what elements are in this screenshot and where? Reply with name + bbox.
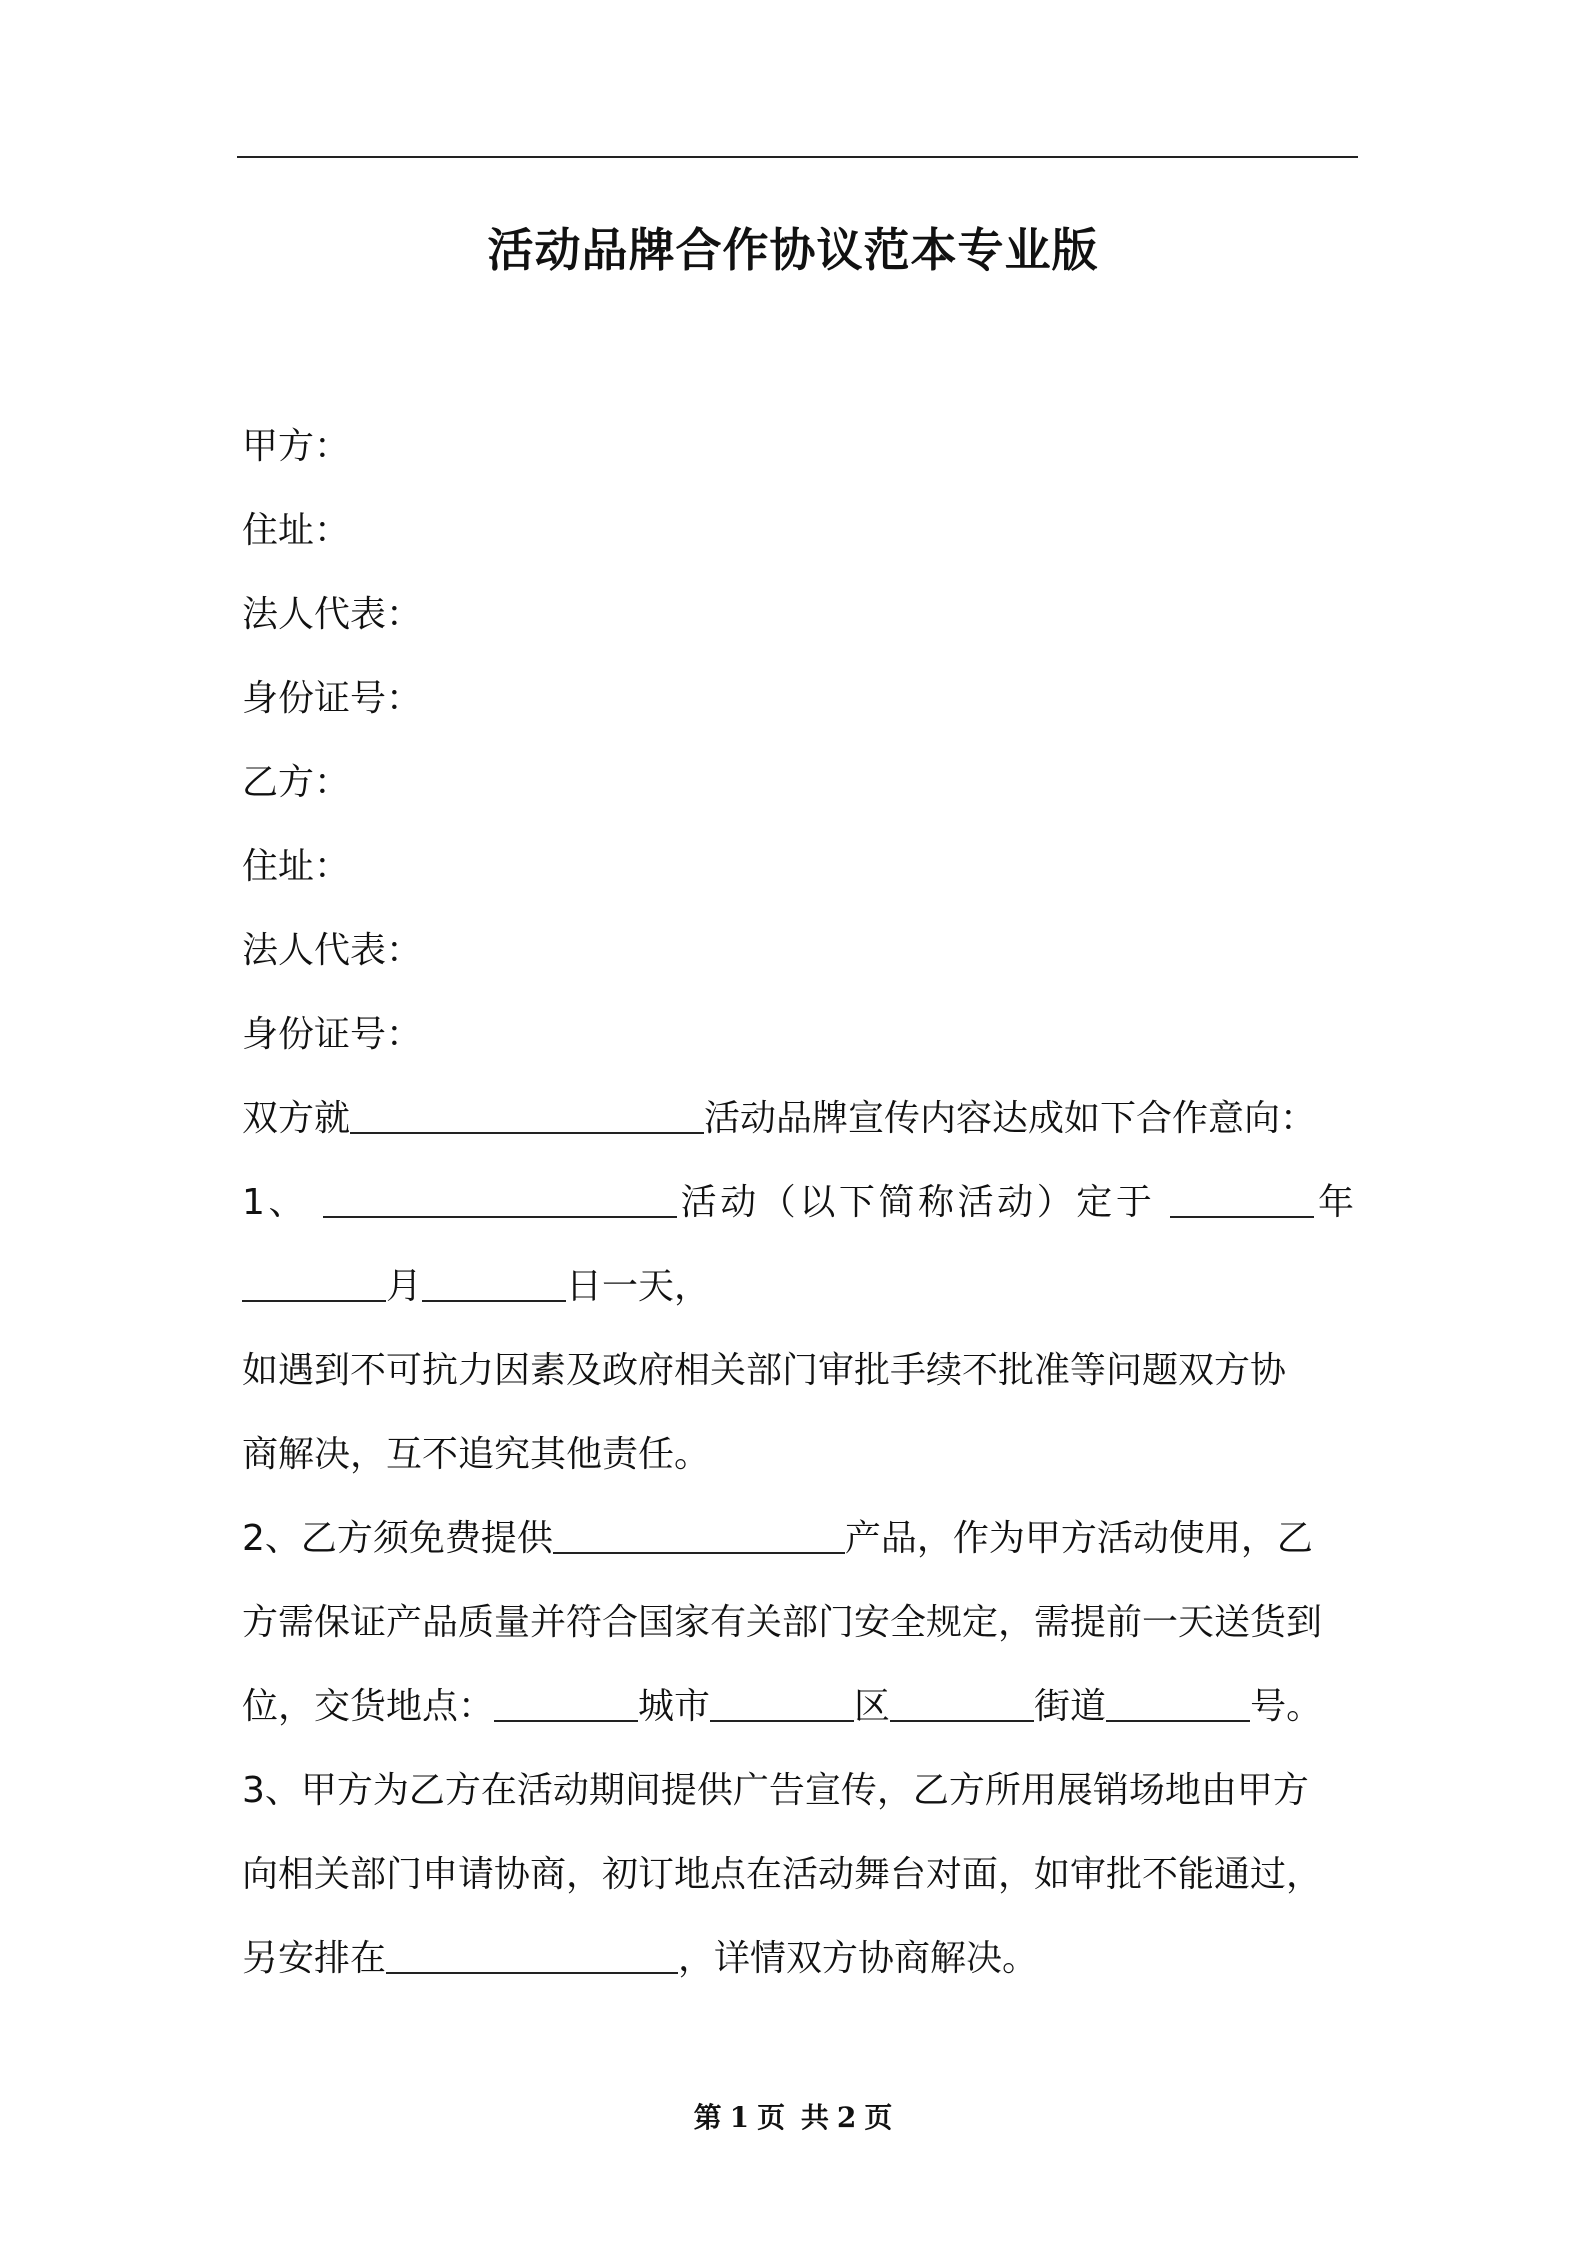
footer-page-total: 2 <box>836 2101 857 2134</box>
party-a-name-label: 甲方： <box>242 426 351 467</box>
header-rule <box>237 156 1358 158</box>
clause1-line3: 如遇到不可抗力因素及政府相关部门审批手续不批准等问题双方协 <box>242 1350 1287 1391</box>
clause1-month-blank[interactable] <box>242 1266 386 1302</box>
clause2-district-blank[interactable] <box>710 1686 854 1722</box>
clause1-year: 年 <box>1314 1182 1354 1223</box>
clause3-before: 另安排在 <box>242 1938 387 1979</box>
clause1-after-activity: 活动（以下简称活动）定于 <box>677 1182 1156 1223</box>
page-footer <box>0 2096 1586 2136</box>
clause2-number-blank[interactable] <box>1106 1686 1250 1722</box>
clause1-num: 1、 <box>242 1182 309 1223</box>
clause3-line2: 向相关部门申请协商，初订地点在活动舞台对面，如审批不能通过， <box>242 1854 1323 1895</box>
party-a-address-label: 住址： <box>242 510 351 551</box>
clause3-line3 <box>242 1917 1354 2001</box>
clause3-after: ，详情双方协商解决。 <box>678 1938 1039 1979</box>
clause1-line4: 商解决，互不追究其他责任。 <box>242 1434 711 1475</box>
clause2-number: 号。 <box>1250 1686 1323 1727</box>
party-b-legal-rep-label: 法人代表： <box>242 930 423 971</box>
party-a-legal-rep-label: 法人代表： <box>242 594 423 635</box>
clause2-before: 2、乙方须免费提供 <box>242 1518 553 1559</box>
clause1-line2 <box>242 1245 1354 1329</box>
party-a-id-label: 身份证号： <box>242 678 423 719</box>
party-b-id-label: 身份证号： <box>242 1014 423 1055</box>
intro-after: 活动品牌宣传内容达成如下合作意向： <box>704 1098 1317 1139</box>
clause1-line1 <box>242 1161 1354 1245</box>
clause1-year-blank[interactable] <box>1170 1182 1314 1218</box>
document-title: 活动品牌合作协议范本专业版 <box>487 223 1099 277</box>
clause1-activity-blank[interactable] <box>323 1182 677 1218</box>
clause2-addr-prefix: 位，交货地点： <box>242 1686 495 1727</box>
footer-page-mid: 页 共 <box>757 2101 829 2134</box>
clause2-street: 街道 <box>1034 1686 1107 1727</box>
clause2-district: 区 <box>854 1686 891 1727</box>
clause2-city-blank[interactable] <box>494 1686 638 1722</box>
footer-page-pre: 第 <box>693 2101 722 2134</box>
intro-before: 双方就 <box>242 1098 351 1139</box>
clause2-street-blank[interactable] <box>890 1686 1034 1722</box>
clause2-product-blank[interactable] <box>553 1518 845 1554</box>
intro-line <box>242 1077 1354 1161</box>
footer-page-current: 1 <box>729 2101 750 2134</box>
clause2-line1 <box>242 1497 1354 1581</box>
party-b-name-label: 乙方： <box>242 762 351 803</box>
document-body <box>242 405 1354 2001</box>
clause2-line3 <box>242 1665 1354 1749</box>
party-b-address-label: 住址： <box>242 846 351 887</box>
clause2-line2: 方需保证产品质量并符合国家有关部门安全规定，需提前一天送货到 <box>242 1602 1323 1643</box>
activity-name-blank[interactable] <box>350 1098 704 1134</box>
clause2-city: 城市 <box>638 1686 711 1727</box>
clause2-after: 产品，作为甲方活动使用，乙 <box>844 1518 1313 1559</box>
footer-page-post: 页 <box>864 2101 893 2134</box>
clause1-day-tail: 日一天， <box>566 1266 711 1307</box>
clause1-month: 月 <box>386 1266 423 1307</box>
clause3-line1: 3、甲方为乙方在活动期间提供广告宣传，乙方所用展销场地由甲方 <box>242 1770 1309 1811</box>
clause3-location-blank[interactable] <box>386 1938 678 1974</box>
clause1-day-blank[interactable] <box>422 1266 566 1302</box>
